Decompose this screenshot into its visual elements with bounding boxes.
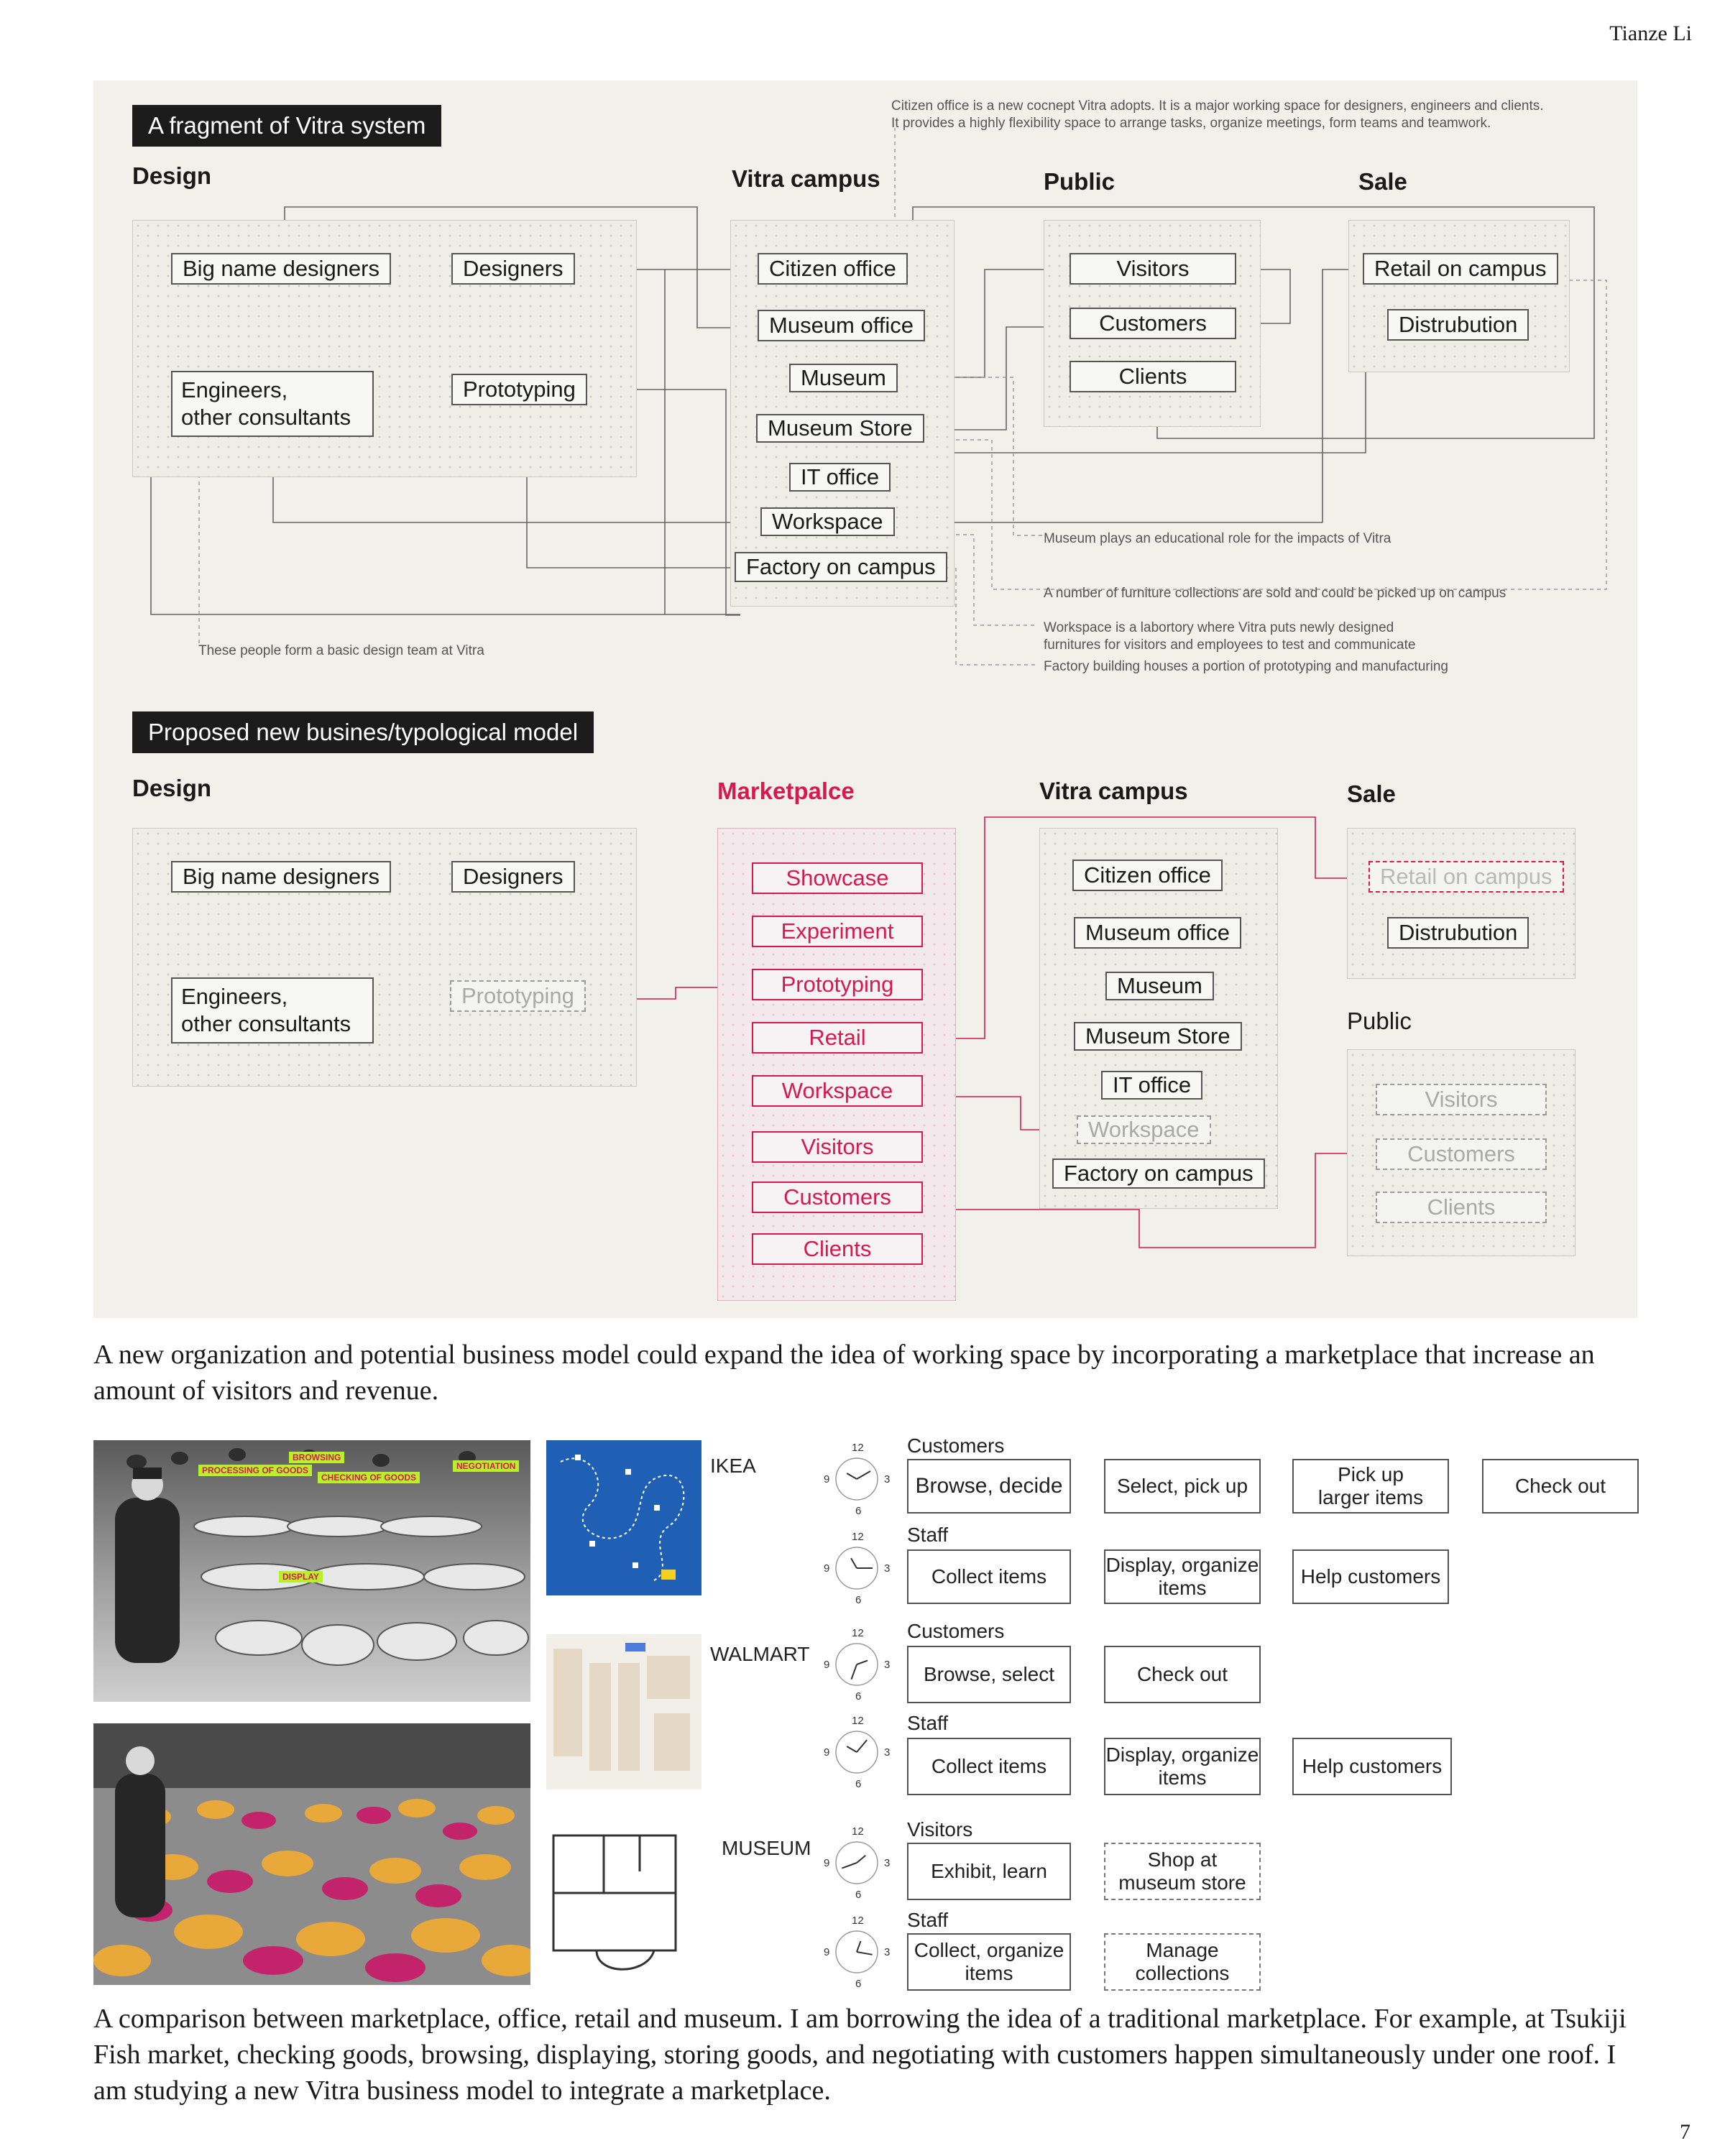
bottom-campus-museum-store[interactable]: Museum Store: [1074, 1022, 1242, 1051]
top-node-big-name-designers[interactable]: Big name designers: [171, 253, 391, 285]
market-workspace[interactable]: Workspace: [752, 1075, 923, 1107]
clock-number: 12: [852, 1715, 864, 1727]
top-public-customers[interactable]: Customers: [1070, 308, 1236, 339]
ikea-staff-label: Staff: [907, 1524, 949, 1546]
walmart-floor-map: [546, 1634, 702, 1789]
bottom-campus-citizen-office[interactable]: Citizen office: [1072, 860, 1223, 891]
page-number: 7: [1680, 2120, 1690, 2144]
bottom-sale-header: Sale: [1347, 780, 1396, 807]
market-customers[interactable]: Customers: [752, 1181, 923, 1213]
top-campus-citizen-office[interactable]: Citizen office: [758, 253, 908, 285]
museum-floor-plan: [546, 1828, 702, 1984]
clock-number: 6: [855, 1889, 862, 1901]
clock-number: 3: [884, 1857, 891, 1869]
clock-icon: [834, 1929, 880, 1975]
caption-business-model: A new organization and potential business model could expand the idea of working space by incorporating a marketplace that increase an amount of visitors and revenue.: [93, 1340, 1595, 1406]
note-design-team: These people form a basic design team at Vitra: [198, 643, 484, 658]
top-node-designers[interactable]: Designers: [451, 253, 575, 285]
clock-number: 12: [852, 1442, 864, 1454]
top-sale-retail[interactable]: Retail on campus: [1363, 253, 1558, 285]
top-campus-museum-office[interactable]: Museum office: [758, 310, 925, 341]
label-checking: CHECKING OF GOODS: [318, 1472, 420, 1483]
bottom-design-header: Design: [132, 775, 212, 801]
museum-visitors-label: Visitors: [907, 1818, 973, 1841]
walmart-customers-label: Customers: [907, 1620, 1005, 1642]
museum-staff-collect[interactable]: Collect, organize items: [907, 1933, 1071, 1991]
tsukiji-fish-market-photo: [93, 1440, 530, 1702]
note-workspace: Workspace is a labortory where Vitra puts newly designed furnitures for visitors and employees to test and communicate: [1044, 620, 1416, 653]
top-campus-header: Vitra campus: [732, 165, 880, 192]
note-collections: A number of furniture collections are sold and could be picked up on campus: [1044, 586, 1506, 601]
bottom-campus-it-office[interactable]: IT office: [1101, 1071, 1202, 1100]
top-campus-museum-store[interactable]: Museum Store: [756, 414, 924, 443]
clock-number: 12: [852, 1825, 864, 1838]
market-prototyping[interactable]: Prototyping: [752, 969, 923, 1000]
top-node-prototyping[interactable]: Prototyping: [451, 374, 587, 405]
bottom-marketplace-header: Marketpalce: [717, 778, 855, 804]
clock-number: 3: [884, 1562, 891, 1575]
market-visitors[interactable]: Visitors: [752, 1131, 923, 1163]
bottom-node-big-name-designers[interactable]: Big name designers: [171, 861, 391, 893]
bottom-public-visitors[interactable]: Visitors: [1376, 1084, 1547, 1115]
clock-number: 3: [884, 1746, 891, 1759]
ikea-floor-map: [546, 1440, 702, 1595]
clock-number: 6: [855, 1594, 862, 1606]
walmart-staff-display[interactable]: Display, organize items: [1104, 1738, 1261, 1795]
museum-exhibit-learn[interactable]: Exhibit, learn: [907, 1843, 1071, 1900]
label-display: DISPLAY: [279, 1571, 323, 1583]
label-negotiation: NEGOTIATION: [453, 1460, 519, 1472]
top-campus-it-office[interactable]: IT office: [789, 463, 891, 492]
clock-number: 6: [855, 1690, 862, 1703]
clock-number: 6: [855, 1505, 862, 1517]
walmart-check-out[interactable]: Check out: [1104, 1646, 1261, 1703]
ikea-select-pick-up[interactable]: Select, pick up: [1104, 1459, 1261, 1514]
bottom-sale-retail[interactable]: Retail on campus: [1368, 861, 1564, 893]
bottom-sale-group: [1347, 828, 1576, 979]
bottom-node-designers[interactable]: Designers: [451, 861, 575, 893]
walmart-label: WALMART: [710, 1643, 810, 1665]
clock-number: 3: [884, 1659, 891, 1671]
bottom-public-header: Public: [1347, 1008, 1412, 1034]
walmart-staff-help[interactable]: Help customers: [1292, 1738, 1452, 1795]
museum-staff-manage[interactable]: Manage collections: [1104, 1933, 1261, 1991]
bottom-sale-distribution[interactable]: Distrubution: [1387, 917, 1529, 949]
market-experiment[interactable]: Experiment: [752, 916, 923, 947]
clock-icon: [834, 1545, 880, 1591]
bottom-public-customers[interactable]: Customers: [1376, 1138, 1547, 1170]
museum-staff-label: Staff: [907, 1909, 949, 1931]
clock-number: 9: [824, 1857, 830, 1869]
caption-comparison: A comparison between marketplace, office, retail and museum. I am borrowing the idea of a traditional marketplace. For example, at Tsukiji Fish market, checking goods, browsing, displaying, storing goods, and negotiating with customers happen simultaneously under one roof. I am studying a new Vitra business model to integrate a marketplace.: [93, 2004, 1627, 2106]
clock-number: 9: [824, 1562, 830, 1575]
top-sale-group: [1348, 220, 1570, 372]
top-section-tag: A fragment of Vitra system: [132, 105, 441, 147]
clock-number: 3: [884, 1473, 891, 1485]
bottom-public-clients[interactable]: Clients: [1376, 1192, 1547, 1223]
clock-number: 9: [824, 1746, 830, 1759]
top-design-header: Design: [132, 162, 212, 189]
top-campus-factory[interactable]: Factory on campus: [735, 552, 947, 582]
bottom-node-engineers[interactable]: Engineers, other consultants: [171, 977, 374, 1044]
bottom-campus-header: Vitra campus: [1039, 778, 1188, 804]
clock-number: 3: [884, 1946, 891, 1958]
market-retail[interactable]: Retail: [752, 1022, 923, 1054]
clock-icon: [834, 1456, 880, 1502]
clock-icon: [834, 1641, 880, 1687]
bottom-campus-factory[interactable]: Factory on campus: [1052, 1158, 1265, 1189]
museum-label: MUSEUM: [722, 1837, 811, 1859]
clock-number: 9: [824, 1946, 830, 1958]
ikea-label: IKEA: [710, 1455, 756, 1477]
bottom-node-prototyping[interactable]: Prototyping: [450, 980, 586, 1012]
market-clients[interactable]: Clients: [752, 1233, 923, 1265]
bottom-marketplace-group: [717, 828, 956, 1301]
clock-number: 12: [852, 1531, 864, 1543]
clock-number: 9: [824, 1473, 830, 1485]
ikea-staff-display[interactable]: Display, organize items: [1104, 1549, 1261, 1604]
bottom-section-tag: Proposed new busines/typological model: [132, 711, 594, 753]
clock-number: 12: [852, 1627, 864, 1639]
clock-number: 9: [824, 1659, 830, 1671]
author-name: Tianze Li: [1609, 22, 1692, 45]
ikea-check-out[interactable]: Check out: [1482, 1459, 1639, 1514]
top-campus-museum[interactable]: Museum: [789, 364, 898, 392]
note-museum: Museum plays an educational role for the impacts of Vitra: [1044, 531, 1392, 546]
ikea-customers-label: Customers: [907, 1434, 1005, 1457]
top-campus-workspace[interactable]: Workspace: [760, 507, 895, 536]
top-sale-distribution[interactable]: Distrubution: [1387, 309, 1529, 341]
walmart-staff-collect[interactable]: Collect items: [907, 1738, 1071, 1795]
clock-number: 6: [855, 1778, 862, 1790]
chairs-market-photo: [93, 1723, 530, 1985]
walmart-browse-select[interactable]: Browse, select: [907, 1646, 1071, 1703]
market-showcase[interactable]: Showcase: [752, 862, 923, 894]
citizen-office-note: Citizen office is a new cocnept Vitra adopts. It is a major working space for designers, engineers and clients. It provides a highly flexibility space to arrange tasks, organize meetings, form teams and teamwork.: [891, 98, 1544, 131]
label-browsing: BROWSING: [289, 1452, 344, 1463]
clock-icon: [834, 1729, 880, 1775]
top-sale-header: Sale: [1358, 168, 1407, 195]
bottom-campus-museum[interactable]: Museum: [1105, 972, 1214, 1000]
clock-number: 12: [852, 1915, 864, 1927]
top-public-visitors[interactable]: Visitors: [1070, 253, 1236, 285]
label-processing: PROCESSING OF GOODS: [198, 1465, 312, 1476]
ikea-staff-help[interactable]: Help customers: [1292, 1549, 1449, 1604]
walmart-staff-label: Staff: [907, 1712, 949, 1734]
clock-number: 6: [855, 1978, 862, 1990]
top-node-engineers[interactable]: Engineers, other consultants: [171, 371, 374, 437]
top-public-header: Public: [1044, 168, 1116, 195]
ikea-staff-collect[interactable]: Collect items: [907, 1549, 1071, 1604]
bottom-campus-museum-office[interactable]: Museum office: [1074, 917, 1241, 949]
top-public-clients[interactable]: Clients: [1070, 361, 1236, 392]
museum-shop-store[interactable]: Shop at museum store: [1104, 1843, 1261, 1900]
clock-icon: [834, 1840, 880, 1886]
ikea-pick-up-larger[interactable]: Pick up larger items: [1292, 1459, 1449, 1514]
ikea-browse-decide[interactable]: Browse, decide: [907, 1459, 1071, 1514]
bottom-campus-workspace[interactable]: Workspace: [1077, 1115, 1211, 1144]
note-factory: Factory building houses a portion of prototyping and manufacturing: [1044, 659, 1448, 674]
